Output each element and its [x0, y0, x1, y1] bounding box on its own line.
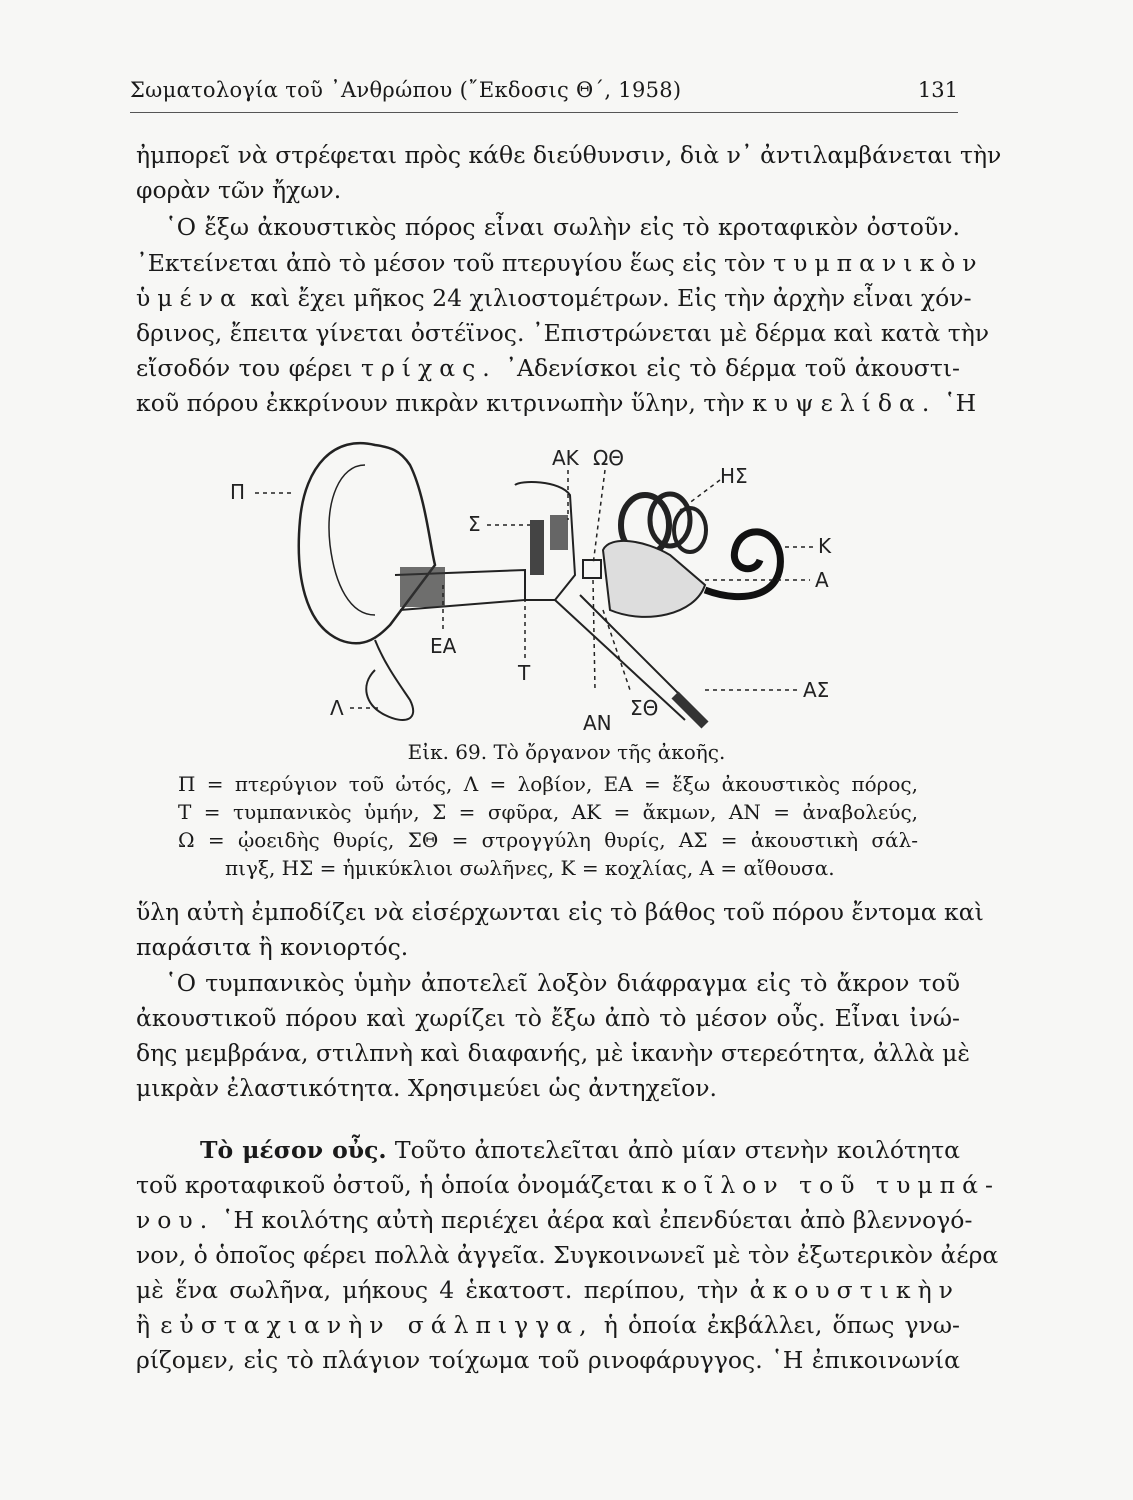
p5-line-2 [136, 1170, 1000, 1200]
p2-line-6-text-a: κοῦ πόρου ἐκκρίνουν πικρὰν κιτρινωπὴν ὕλην, τὴν [136, 389, 745, 417]
p2-line-5 [136, 353, 960, 383]
p5-line-6-text-a: ἢ [136, 1311, 151, 1339]
p2-line-3-text: καὶ ἔχει μῆκος 24 χιλιοστομέτρων. Εἰς τὴν ἀρχὴν εἶναι χόν- [250, 284, 972, 312]
p2-line-5-text-c: ᾿Αδενίσκοι εἰς τὸ δέρμα τοῦ ἀκουστι- [505, 354, 960, 382]
ossicle-malleus [530, 520, 544, 575]
term-koilon-tympanou: κοῖλον τοῦ τυμπά- [661, 1171, 1000, 1199]
term-hymena: ὑμένα [136, 284, 243, 312]
lobe-shape [366, 640, 413, 720]
term-kypselida: κυψελίδα. [752, 389, 937, 417]
cochlea-outer [705, 532, 780, 597]
p5-line-7: ρίζομεν, εἰς τὸ πλάγιον τοίχωμα τοῦ ρινοφάρυγγος. ῾Η ἐπικοινωνία [136, 1346, 960, 1374]
term-trichas: τρίχας. [360, 354, 497, 382]
p5-line-1-text: Τοῦτο ἀποτελεῖται ἀπὸ μίαν στενὴν κοιλότητα [394, 1136, 960, 1164]
p2-line-6 [136, 388, 977, 418]
section-heading-middle-ear: Τὸ μέσον οὖς. [200, 1136, 387, 1164]
eustachian-end [675, 695, 705, 725]
term-nou: νου. [136, 1206, 215, 1234]
p5-line-2-text: τοῦ κροταφικοῦ ὀστοῦ, ἡ ὁποία ὀνομάζεται [136, 1171, 654, 1199]
ear-diagram [225, 425, 865, 760]
term-akoustikin: ἀκουστικὴν [749, 1276, 960, 1304]
p4-line-3: δης μεμβράνα, στιλπνὴ καὶ διαφανής, μὲ ἱκανὴν στερεότητα, ἀλλὰ μὲ [136, 1039, 971, 1067]
p5-line-6 [136, 1310, 960, 1340]
p2-line-1: ῾Ο ἔξω ἀκουστικὸς πόρος εἶναι σωλὴν εἰς τὸ κροταφικὸν ὀστοῦν. [165, 213, 960, 241]
p3-line-2: παράσιτα ἢ κονιορτός. [136, 933, 409, 961]
term-tympanikon: τυμπανικὸν [773, 249, 984, 277]
p5-line-6-text-c: ἡ ὁποία ἐκβάλλει, ὅπως γνω- [603, 1311, 960, 1339]
eustachian-tube [555, 600, 685, 720]
page-number: 131 [917, 78, 958, 102]
p5-line-1 [200, 1135, 960, 1165]
p1-line-1: ἠμπορεῖ νὰ στρέφεται πρὸς κάθε διεύθυνσιν, διὰ ν᾿ ἀντιλαμβάνεται τὴν [136, 141, 1002, 169]
p5-line-3 [136, 1205, 973, 1235]
caption-line-4: πιγξ, ΗΣ = ἡμικύκλιοι σωλῆνες, Κ = κοχλίας, Α = αἴθουσα. [225, 856, 835, 880]
p3-line-1: ὕλη αὐτὴ ἐμποδίζει νὰ εἰσέρχωνται εἰς τὸ βάθος τοῦ πόρου ἔντομα καὶ [136, 898, 984, 926]
ear-diagram-svg [225, 425, 865, 760]
label-hs: ΗΣ [720, 464, 748, 488]
p2-line-2-text: ᾿Εκτείνεται ἀπὸ τὸ μέσον τοῦ πτερυγίου ἕως εἰς τὸν [136, 249, 766, 277]
p4-line-2: ἀκουστικοῦ πόρου καὶ χωρίζει τὸ ἔξω ἀπὸ τὸ μέσον οὖς. Εἶναι ἰνώ- [136, 1004, 960, 1032]
label-t: Τ [518, 661, 531, 685]
p2-line-5-text-a: εἴσοδόν του φέρει [136, 354, 353, 382]
canal-shade [400, 567, 445, 607]
p5-line-5 [136, 1275, 960, 1305]
caption-line-3: Ω = ᾠοειδὴς θυρίς, ΣΘ = στρογγύλη θυρίς, ΑΣ = ἀκουστικὴ σάλ- [178, 828, 918, 852]
label-a: Α [815, 568, 829, 592]
label-oth: ΩΘ [593, 446, 625, 470]
p5-line-4: νον, ὁ ὁποῖος φέρει πολλὰ ἀγγεῖα. Συγκοινωνεῖ μὲ τὸν ἐξωτερικὸν ἀέρα [136, 1241, 999, 1269]
ossicle-incus [550, 515, 568, 550]
leader-hs [680, 480, 720, 510]
label-p: Π [230, 480, 246, 504]
header-title: Σωματολογία τοῦ ᾿Ανθρώπου (῎Εκδοσις Θ΄, 1958) [130, 78, 682, 102]
p2-line-4: δρινος, ἔπειτα γίνεται ὀστέϊνος. ᾿Επιστρώνεται μὲ δέρμα καὶ κατὰ τὴν [136, 319, 990, 347]
label-ak: ΑΚ [552, 446, 579, 470]
label-sth: ΣΘ [630, 696, 659, 720]
term-eustachian-tube: εὐσταχιανὴν σάλπιγγα, [160, 1311, 594, 1339]
label-k: Κ [818, 534, 832, 558]
label-as: ΑΣ [803, 678, 830, 702]
label-ea: ΕΑ [430, 634, 457, 658]
header-rule [130, 112, 958, 113]
label-l: Λ [330, 696, 344, 720]
p4-line-1: ῾Ο τυμπανικὸς ὑμὴν ἀποτελεῖ λοξὸν διάφραγμα εἰς τὸ ἄκρον τοῦ [165, 969, 960, 997]
p1-line-2: φορὰν τῶν ἤχων. [136, 176, 342, 204]
p5-line-5-text: μὲ ἕνα σωλῆνα, μήκους 4 ἑκατοστ. περίπου, τὴν [136, 1276, 739, 1304]
caption-line-1: Π = πτερύγιον τοῦ ὠτός, Λ = λοβίον, ΕΑ = ἔξω ἀκουστικὸς πόρος, [178, 772, 918, 796]
p5-line-3-text: ῾Η κοιλότης αὐτὴ περιέχει ἀέρα καὶ ἐπενδύεται ἀπὸ βλεννογό- [221, 1206, 973, 1234]
p2-line-6-text-c: ῾Η [943, 389, 977, 417]
caption-line-2: Τ = τυμπανικὸς ὑμήν, Σ = σφῦρα, ΑΚ = ἄκμων, ΑΝ = ἀναβολεύς, [178, 800, 918, 824]
label-s: Σ [468, 512, 481, 536]
label-an: ΑΝ [583, 711, 612, 735]
p4-line-4: μικρὰν ἐλαστικότητα. Χρησιμεύει ὡς ἀντηχεῖον. [136, 1074, 718, 1102]
p2-line-2 [136, 248, 984, 278]
pinna-inner [329, 465, 375, 615]
running-header [130, 78, 958, 118]
p2-line-3 [136, 283, 972, 313]
figure-caption-title: Εἰκ. 69. Τὸ ὄργανον τῆς ἀκοῆς. [407, 740, 726, 764]
oval-window [583, 560, 601, 578]
